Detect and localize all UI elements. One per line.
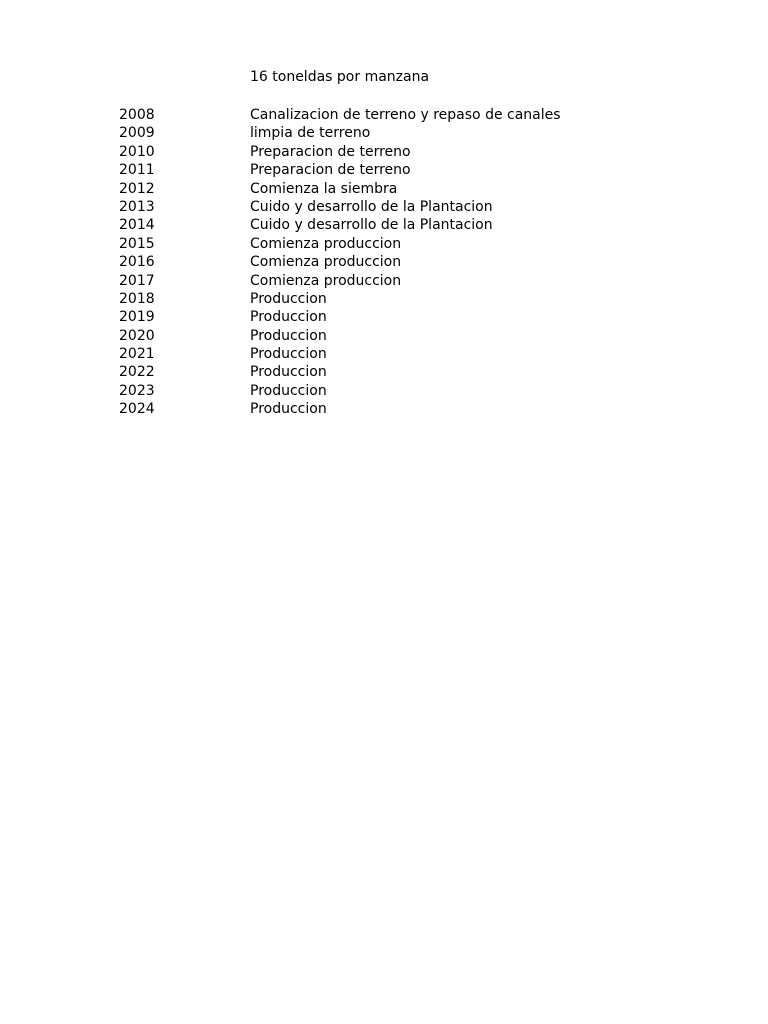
activity-cell: Preparacion de terreno [250, 162, 411, 179]
year-cell: 2014 [119, 217, 155, 234]
activity-cell: Comienza produccion [250, 254, 402, 271]
year-cell: 2019 [119, 309, 155, 326]
activity-cell: Comienza produccion [250, 235, 402, 252]
activity-cell: Canalizacion de terreno y repaso de canales [250, 107, 561, 123]
year-cell: 2016 [119, 254, 155, 271]
year-cell: 2018 [119, 290, 155, 307]
year-cell: 2010 [119, 143, 155, 160]
year-cell: 2024 [119, 401, 155, 418]
activity-cell: Produccion [250, 364, 327, 381]
activity-cell: Produccion [250, 346, 327, 363]
year-cell: 2012 [119, 180, 155, 197]
header-note: 16 toneldas por manzana [250, 69, 430, 85]
activity-cell: Comienza produccion [250, 272, 402, 289]
activity-cell: Produccion [250, 327, 327, 344]
activity-cell: Comienza la siembra [250, 180, 398, 197]
year-cell: 2017 [119, 272, 155, 289]
year-cell: 2022 [119, 364, 155, 381]
year-cell: 2013 [119, 198, 155, 215]
year-cell: 2021 [119, 346, 155, 363]
activity-cell: limpia de terreno [250, 125, 371, 142]
activity-cell: Produccion [250, 290, 327, 307]
year-cell: 2008 [119, 107, 155, 123]
year-cell: 2023 [119, 382, 155, 399]
year-cell: 2009 [119, 125, 155, 142]
activity-cell: Cuido y desarrollo de la Plantacion [250, 198, 493, 215]
year-cell: 2015 [119, 235, 155, 252]
activity-cell: Produccion [250, 309, 327, 326]
activity-cell: Cuido y desarrollo de la Plantacion [250, 217, 493, 234]
year-cell: 2020 [119, 327, 155, 344]
activity-cell: Produccion [250, 382, 327, 399]
activity-cell: Preparacion de terreno [250, 143, 411, 160]
year-cell: 2011 [119, 162, 155, 179]
activity-cell: Produccion [250, 401, 327, 418]
